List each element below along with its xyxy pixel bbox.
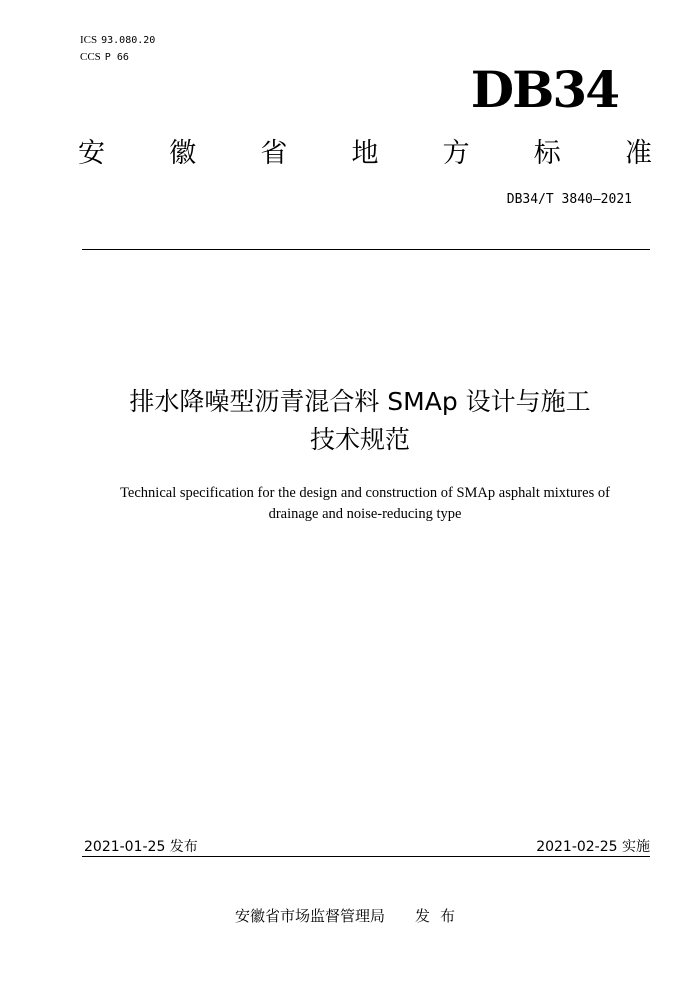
- standard-type-char: 标: [533, 138, 561, 169]
- standard-type-heading: [78, 136, 652, 172]
- standard-type-char: 省: [260, 138, 288, 169]
- standard-type-char: 徽: [169, 138, 197, 169]
- publisher-line: [0, 905, 700, 926]
- implementation-date: 2021-02-25 实施: [536, 839, 650, 855]
- chinese-title-line-2: 技术规范: [309, 425, 410, 454]
- ccs-line: [80, 49, 155, 66]
- top-divider: [82, 249, 650, 250]
- standard-type-char: 安: [78, 138, 105, 169]
- english-title-line-2: drainage and noise-reducing type: [268, 506, 462, 522]
- chinese-title: [40, 383, 680, 459]
- classification-codes: [80, 32, 155, 66]
- standard-type-char: 方: [442, 138, 470, 169]
- english-title: [70, 483, 660, 525]
- chinese-title-line-1: 排水降噪型沥青混合料 SMAp 设计与施工: [129, 387, 591, 416]
- ics-code: 93.080.20: [101, 35, 156, 46]
- release-date: 2021-01-25 发布: [84, 839, 198, 855]
- bottom-divider: [82, 856, 650, 857]
- document-number: DB34/T 3840—2021: [506, 192, 632, 207]
- english-title-line-1: Technical specification for the design and construction of SMAp asphalt mixtures of: [120, 485, 610, 501]
- ccs-code: P 66: [104, 52, 129, 63]
- db34-logo: DB34: [470, 60, 618, 119]
- standard-type-char: 准: [624, 138, 652, 169]
- publisher-name: 安徽省市场监督管理局: [234, 907, 385, 925]
- standard-type-char: 地: [351, 138, 379, 169]
- ccs-label: CCS: [80, 51, 101, 63]
- publisher-action: 发布: [415, 907, 466, 925]
- ics-line: [80, 32, 155, 49]
- ics-label: ICS: [80, 34, 98, 46]
